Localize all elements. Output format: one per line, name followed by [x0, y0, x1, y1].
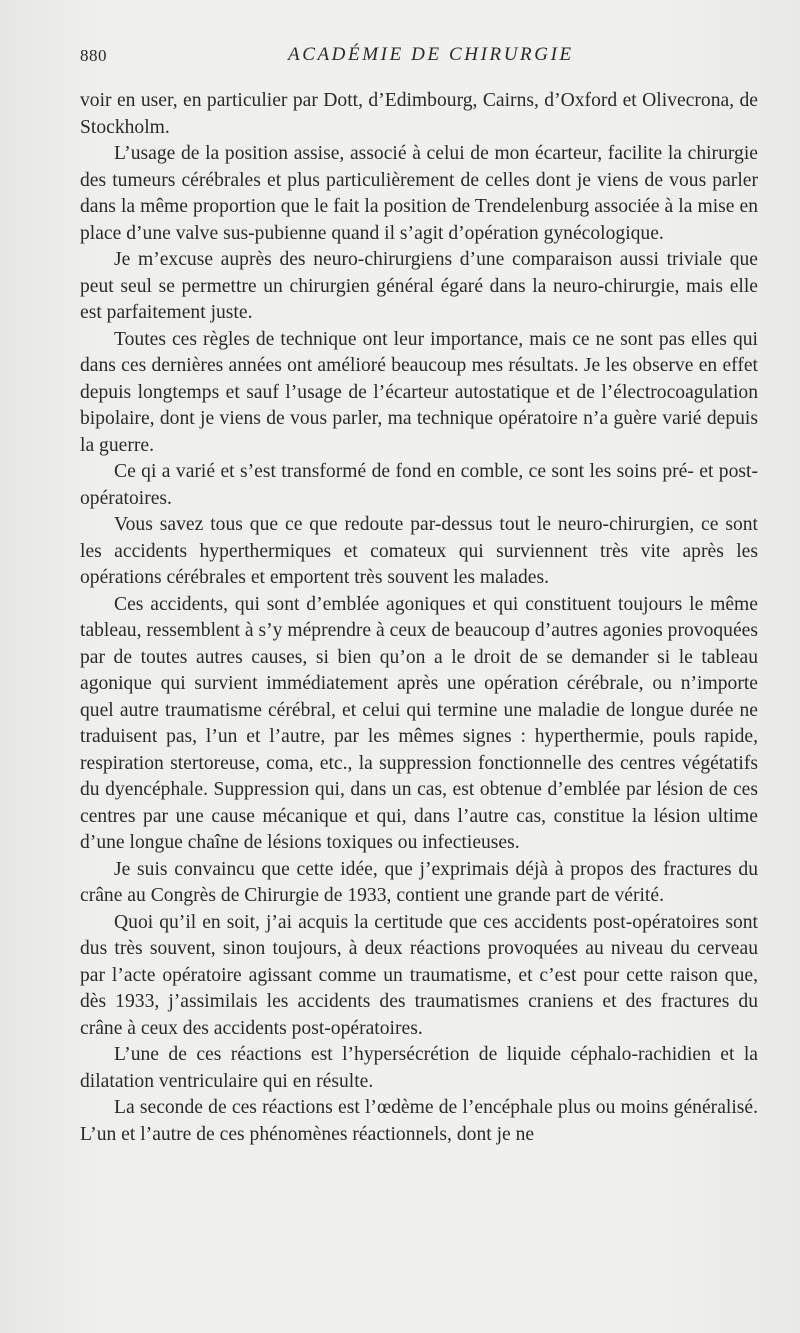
running-title: ACADÉMIE DE CHIRURGIE	[288, 44, 574, 65]
paragraph: Ces accidents, qui sont d’emblée agoniques et qui constituent toujours le même tableau, ressemblent à s’y méprendre à ceux de beaucoup d’autres agonies provoquées par de toutes autres causes, si bien qu’on a le droit de se demander si le tableau agonique qui survient immédiatement après une opération cérébrale, ou n’importe quel autre traumatisme cérébral, et celui qui termine une maladie de longue durée ne traduisent pas, l’un et l’autre, par les mêmes signes : hyperthermie, pouls rapide, respiration stertoreuse, coma, etc., la suppression fonctionnelle des centres végétatifs du dyencéphale. Suppression qui, dans un cas, est obtenue d’emblée par lésion de ces centres par une cause mécanique et qui, dans l’autre cas, constitue la lésion ultime d’une longue chaîne de lésions toxiques ou infectieuses.	[80, 593, 758, 853]
paragraph: Ce qi a varié et s’est transformé de fond en comble, ce sont les soins pré- et post-opératoires.	[80, 461, 758, 509]
paragraph: L’une de ces réactions est l’hypersécrétion de liquide céphalo-rachidien et la dilatation ventriculaire qui en résulte.	[80, 1044, 758, 1092]
paragraph: Vous savez tous que ce que redoute par-dessus tout le neuro-chirurgien, ce sont les accidents hyperthermiques et comateux qui surviennent très vite après les opérations cérébrales et emportent très souvent les malades.	[80, 514, 758, 588]
page-number: 880	[80, 46, 107, 65]
paragraph: L’usage de la position assise, associé à celui de mon écarteur, facilite la chirurgie des tumeurs cérébrales et plus particulièrement de celles dont je viens de vous parler dans la même proportion que le fait la position de Trendelenburg associée à la mise en place d’une valve sus-pubienne quand il s’agit d’opération gynécologique.	[80, 143, 758, 244]
paragraph-continuation: voir en user, en particulier par Dott, d’Edimbourg, Cairns, d’Oxford et Olivecrona, de Stockholm.	[80, 90, 758, 138]
paragraph: Je suis convaincu que cette idée, que j’exprimais déjà à propos des fractures du crâne au Congrès de Chirurgie de 1933, contient une grande part de vérité.	[80, 858, 758, 906]
paragraph: La seconde de ces réactions est l’œdème de l’encéphale plus ou moins généralisé. L’un et l’autre de ces phénomènes réactionnels, dont je ne	[80, 1097, 758, 1145]
paragraph: Toutes ces règles de technique ont leur importance, mais ce ne sont pas elles qui dans ces dernières années ont amélioré beaucoup mes résultats. Je les observe en effet depuis longtemps et sauf l’usage de l’écarteur autostatique et de l’électrocoagulation bipolaire, dont je viens de vous parler, ma technique opératoire n’a guère varié depuis la guerre.	[80, 328, 758, 456]
page-header	[80, 44, 758, 68]
paragraph: Je m’excuse auprès des neuro-chirurgiens d’une comparaison aussi triviale que peut seul se permettre un chirurgien général égaré dans la neuro-chirurgie, mais elle est parfaitement juste.	[80, 249, 758, 323]
paragraph: Quoi qu’il en soit, j’ai acquis la certitude que ces accidents post-opératoires sont dus très souvent, sinon toujours, à deux réactions provoquées au niveau du cerveau par l’acte opératoire agissant comme un traumatisme, et c’est pour cette raison que, dès 1933, j’assimilais les accidents des traumatismes craniens et des fractures du crâne à ceux des accidents post-opératoires.	[80, 911, 758, 1039]
body-text	[80, 88, 758, 1148]
